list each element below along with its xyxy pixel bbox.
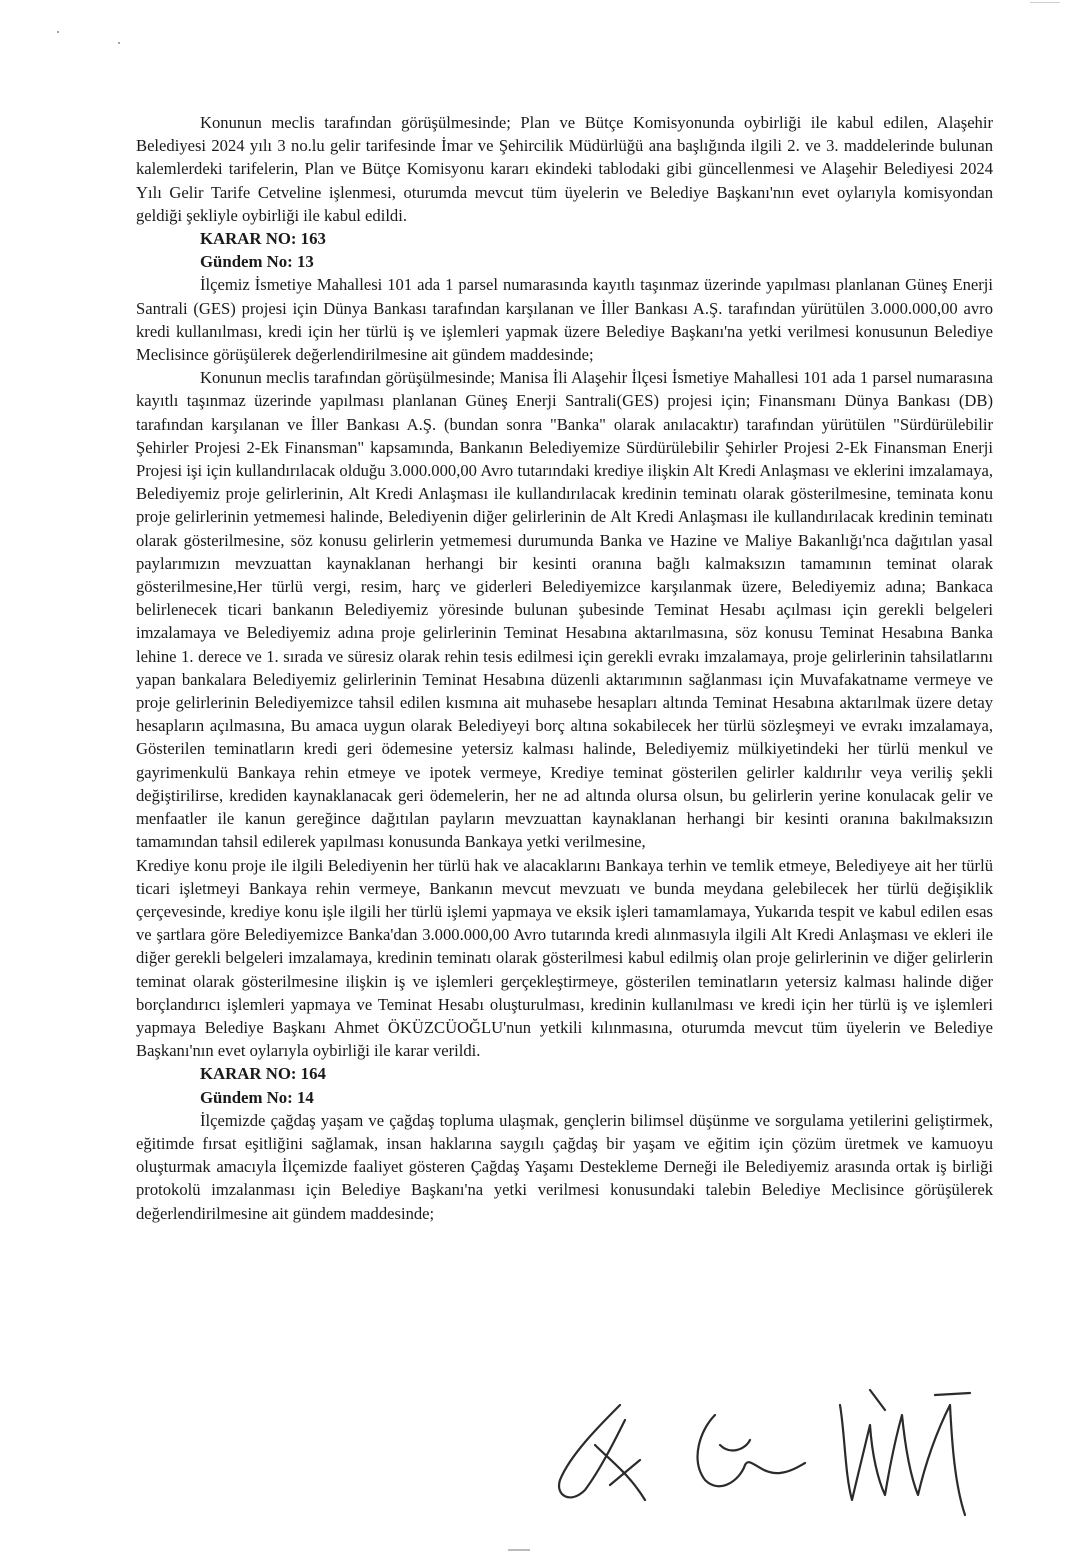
scan-speck — [118, 42, 120, 44]
agenda-number-14: Gündem No: 14 — [200, 1087, 314, 1107]
signature-3 — [840, 1390, 970, 1515]
decision-number-164: KARAR NO: 164 — [200, 1064, 326, 1084]
agenda-text-14: İlçemizde çağdaş yaşam ve çağdaş topluma ulaşmak, gençlerin bilimsel düşünme ve sorgulama yetilerini geliştirmek, eğitimde fırsat eşitliğini sağlamak, insan haklarına saygılı çağdaş bir yaşam ve eğitim için çözüm üretmek ve kamuoyu oluşturmak amacıyla İlçemizde faaliyet gösteren Çağdaş Yaşamı Destekleme Derneği ile Belediyemiz arasında ortak iş birliği protokolü imzalanması için Belediye Başkanı'na yetki verilmesi konusundaki talebin Belediye Meclisince görüşülerek değerlendirilmesine ait gündem maddesinde; — [136, 1110, 993, 1223]
agenda-text-13: İlçemiz İsmetiye Mahallesi 101 ada 1 parsel numarasında kayıtlı taşınmaz üzerinde yapılması planlanan Güneş Enerji Santrali (GES) projesi için Dünya Bankası tarafından karşılanan ve İller Bankası A.Ş. tarafından yürütülen 3.000.000,00 avro kredi kullanılması, kredi için her türlü iş ve işlemleri yapmak üzere Belediye Başkanı'na yetki verilmesi konusunun Belediye Meclisince görüşülerek değerlendirilmesine ait gündem maddesinde; — [136, 275, 993, 365]
document-body — [136, 111, 993, 1225]
agenda-number-13: Gündem No: 13 — [200, 252, 314, 272]
decision-number-163: KARAR NO: 163 — [200, 229, 326, 249]
paragraph-previous-decision: Konunun meclis tarafından görüşülmesinde; Plan ve Bütçe Komisyonunda oybirliği ile kabul edilen, Alaşehir Belediyesi 2024 yılı 3 no.lu gelir tarifesinde İmar ve Şehircilik Müdürlüğü ana başlığında ilgili 2. ve 3. maddelerinde bulunan kalemlerdeki tarifelerin, Plan ve Bütçe Komisyonu kararı ekindeki tablodaki gibi güncellenmesi ve Alaşehir Belediyesi 2024 Yılı Gelir Tarife Cetveline işlenmesi, oturumda mevcut tüm üyelerin ve Belediye Başkanı'nın evet oylarıyla komisyondan geldiği şekliyle oybirliği ile kabul edildi. — [136, 113, 993, 225]
resolution-text-163-continued: Krediye konu proje ile ilgili Belediyenin her türlü hak ve alacaklarını Bankaya terhin ve temlik etmeye, Belediyeye ait her türlü ticari işletmeyi Bankaya rehin vermeye, Bankanın mevcut mevzuatı ve bunda meydana gelebilecek her türlü değişiklik çerçevesinde, krediye konu işle ilgili her türlü işlemi yapmaya ve eksik işleri tamamlamaya, Yukarıda tespit ve kabul edilen esas ve şartlara göre Belediyemizce Banka'dan 3.000.000,00 Avro tutarında kredi alınmasıyla ilgili Alt Kredi Anlaşması ve ekleri ile diğer gerekli belgeleri imzalamaya, kredinin teminatı olarak gösterilmesi kabul edilmiş olan proje gelirlerinin ve diğer gelirlerin teminat olarak gösterilmesine ilişkin iş ve işlemleri gerçekleştirmeye, gösterilen teminatların yetersiz kalması halinde diğer borçlandırıcı işlemleri yapmaya ve Teminat Hesabı oluşturulması, kredinin kullanılması ve kredi için her türlü iş ve işlemleri yapmaya Belediye Başkanı Ahmet ÖKÜZCÜOĞLU'nun yetkili kılınmasına, oturumda mevcut tüm üyelerin ve Belediye Başkanı'nın evet oylarıyla oybirliği ile karar verildi. — [136, 855, 993, 1061]
scan-speck — [57, 31, 59, 33]
handwritten-signatures — [540, 1385, 1010, 1525]
resolution-text-163: Konunun meclis tarafından görüşülmesinde; Manisa İli Alaşehir İlçesi İsmetiye Mahallesi 101 ada 1 parsel numarasına kayıtlı taşınmaz üzerinde yapılması planlanan Güneş Enerji Santrali(GES) projesi için; Finansmanı Dünya Bankası (DB) tarafından karşılanan ve İller Bankası A.Ş. (bundan sonra "Banka" olarak anılacaktır) tarafından yürütülen "Sürdürülebilir Şehirler Projesi 2-Ek Finansman" kapsamında, Bankanın Belediyemize Sürdürülebilir Şehirler Projesi 2-Ek Finansman Enerji Projesi işi için kullandırılacak olduğu 3.000.000,00 Avro tutarındaki krediye ilişkin Alt Kredi Anlaşması ve eklerini imzalamaya, Belediyemiz proje gelirlerinin, Alt Kredi Anlaşması ile kullandırılacak kredinin teminatı olarak gösterilmesine, teminata konu proje gelirlerinin yetmemesi halinde, Belediyenin diğer gelirlerinin de Alt Kredi Anlaşması ile kullandırılacak kredinin teminatı olarak gösterilmesine, söz konusu gelirlerin yetmemesi durumunda Banka ve Hazine ve Maliye Bakanlığı'nca dağıtılan yasal paylarımızın mevzuattan kaynaklanan herhangi bir kesinti oranına bağlı kalmaksızın tamamının teminat olarak gösterilmesine,Her türlü vergi, resim, harç ve giderleri Belediyemizce karşılanmak üzere, Belediyemiz adına; Bankaca belirlenecek ticari bankanın Belediyemiz yöresinde bulunan şubesinde Teminat Hesabı açılması için gerekli belgeleri imzalamaya ve Belediyemiz adına proje gelirlerinin Teminat Hesabına aktarılmasına, söz konusu Teminat Hesabına Banka lehine 1. derece ve 1. sırada ve süresiz olarak rehin tesis edilmesi için gerekli evrakı imzalamaya, proje gelirlerinin tahsilatlarını yapan bankalara Belediyemiz gelirlerinin Teminat Hesabına düzenli aktarımının sağlanması için Muvafakatname vermeye ve proje gelirlerinin Belediyemizce tahsil edilen kısmına ait muhasebe hesapları altında Teminat Hesabına aktarılmak üzere detay hesapların açılmasına, Bu amaca uygun olarak Belediyeyi borç altına sokabilecek her türlü sözleşmeyi ve evrakı imzalamaya, Gösterilen teminatların kredi geri ödemesine yetersiz kalması halinde, Belediyemiz mülkiyetindeki her türlü menkul ve gayrimenkulü Bankaya rehin etmeye ve ipotek vermeye, Krediye teminat gösterilen gelirler kaldırılır veya veriliş şekli değiştirilirse, krediden kaynaklanacak geri ödemelerin, her ne ad altında olursa olsun, bu gelirlerin yerine konulacak gelir ve menfaatler ile kanun gereğince dağıtılan payların mevzuattan kaynaklanan herhangi bir kesinti oranına bakılmaksızın tamamından tahsil edilerek yapılması konusunda Bankaya yetki verilmesine, — [136, 368, 993, 852]
scan-edge-mark — [1030, 2, 1060, 3]
signature-2 — [698, 1415, 805, 1486]
scan-bottom-mark — [508, 1549, 530, 1551]
signature-1 — [559, 1405, 645, 1500]
